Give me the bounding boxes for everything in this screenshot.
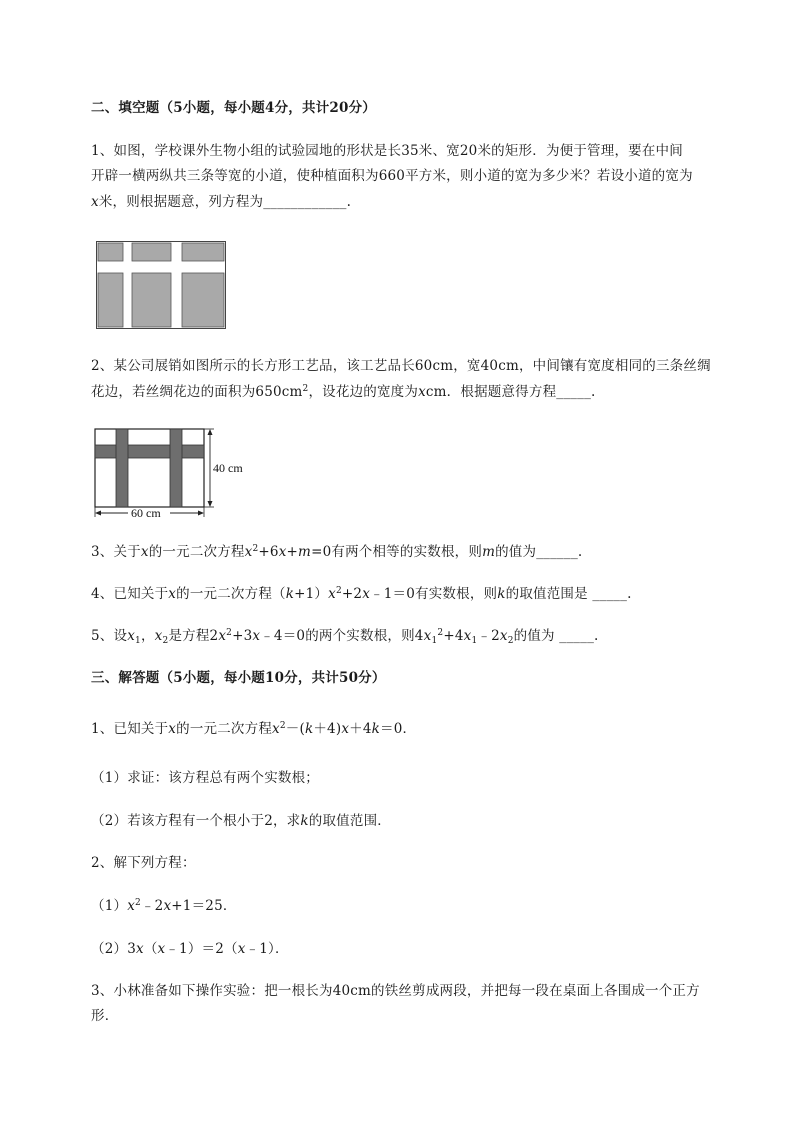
q2-1-line-1: 1、如图，学校课外生物小组的试验园地的形状是长35米、宽20米的矩形．为便于管理，要在中间 bbox=[91, 143, 683, 159]
q3-2-part-2: （2）3x（x﹣1）＝2（x﹣1）． bbox=[91, 941, 289, 957]
garden-plot bbox=[132, 273, 171, 327]
silk-strip-vertical bbox=[116, 429, 128, 507]
craft-figure bbox=[92, 426, 262, 520]
answer-blank: _____ bbox=[556, 384, 592, 400]
answer-blank: _____ bbox=[592, 586, 628, 602]
q2-2-line-2: 花边，若丝绸花边的面积为$650cm^2$，设花边的宽度为xcm．根据题意得方程_____. bbox=[91, 384, 596, 400]
q2-2-line-1: 2、某公司展销如图所示的长方形工艺品，该工艺品长60cm，宽40cm，中间镶有宽度相同的三条丝绸 bbox=[91, 358, 711, 374]
q2-1-line-3: x米，则根据题意，列方程为____________. bbox=[91, 194, 352, 210]
silk-strip-horizontal bbox=[95, 445, 204, 458]
silk-strip-vertical bbox=[170, 429, 182, 507]
width-label: 60 cm bbox=[131, 506, 161, 520]
q3-3-line-1: 3、小林准备如下操作实验：把一根长为40cm的铁丝剪成两段，并把每一段在桌面上各围成一个正方 bbox=[91, 983, 700, 999]
answer-blank: ____________ bbox=[263, 194, 347, 210]
answer-blank: _____ bbox=[559, 628, 595, 644]
q3-1-line: 1、已知关于x的一元二次方程$x^2-(k+4)x+4k=0$． bbox=[91, 721, 417, 737]
q2-1-line-2: 开辟一横两纵共三条等宽的小道，使种植面积为660平方米，则小道的宽为多少米？若设小道的宽为 bbox=[91, 168, 693, 184]
q2-4-line: 4、已知关于x的一元二次方程$(k+1)x^2+2x﹣1=0$有实数根，则k的取值范围是 _____. bbox=[91, 586, 632, 602]
height-label: 40 cm bbox=[213, 461, 243, 475]
q3-3-line-2: 形． bbox=[91, 1008, 119, 1024]
garden-plot bbox=[182, 243, 224, 261]
garden-plot bbox=[132, 243, 171, 261]
garden-plot bbox=[98, 243, 123, 261]
answer-blank: ______ bbox=[536, 544, 578, 560]
q3-1-part-2: （2）若该方程有一个根小于2，求k的取值范围． bbox=[91, 813, 391, 829]
q3-1-part-1: （1）求证：该方程总有两个实数根； bbox=[91, 770, 319, 786]
q3-2-title: 2、解下列方程： bbox=[91, 855, 196, 871]
q2-3-line: 3、关于x的一元二次方程$x^2+6x+m=0$有两个相等的实数根，则m的值为______. bbox=[91, 544, 583, 560]
section-3-heading: 三、解答题（5小题，每小题10分，共计50分） bbox=[91, 670, 386, 686]
garden-plot bbox=[182, 273, 224, 327]
q3-2-part-1: $(1)x^2﹣2x+1=25$． bbox=[91, 898, 237, 914]
section-2-heading: 二、填空题（5小题，每小题4分，共计20分） bbox=[91, 100, 376, 116]
garden-plot bbox=[98, 273, 123, 327]
q2-5-line: 5、设$x_1$，$x_2$是方程$2x^2+3x﹣4=0$的两个实数根，则$4x_1^2+4x_1﹣2x_2$的值为 _____. bbox=[91, 628, 599, 646]
garden-figure bbox=[96, 241, 226, 329]
